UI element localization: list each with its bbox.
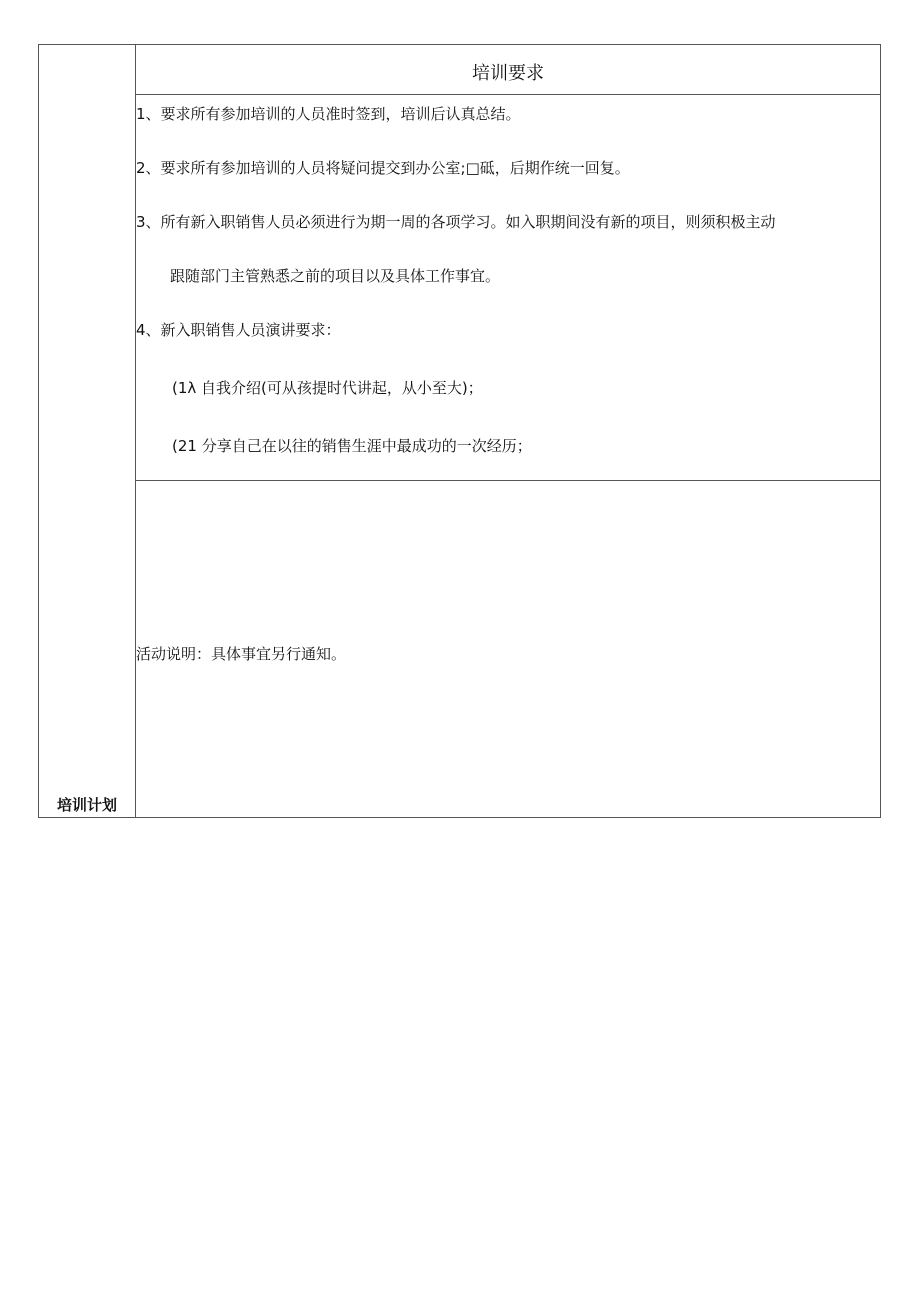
requirement-item-3: 3、所有新入职销售人员必须进行为期一周的各项学习。如入职期间没有新的项目，则须积极主动	[136, 213, 776, 231]
left-label-column	[39, 45, 136, 817]
activity-section	[136, 481, 880, 817]
activity-note: 活动说明：具体事宜另行通知。	[136, 645, 347, 663]
training-plan-table	[38, 44, 881, 818]
requirement-subitem-2: (21 分享自己在以往的销售生涯中最成功的一次经历；	[172, 437, 532, 455]
training-plan-label: 培训计划	[56, 796, 117, 814]
requirement-item-3-continued: 跟随部门主管熟悉之前的项目以及具体工作事宜。	[170, 267, 501, 285]
content-column	[136, 45, 880, 817]
requirement-subitem-1: (1λ 自我介绍(可从孩提时代讲起，从小至大)；	[172, 379, 483, 397]
requirement-item-4: 4、新入职销售人员演讲要求：	[136, 321, 341, 339]
requirements-section	[136, 95, 880, 481]
requirement-item-1: 1、要求所有参加培训的人员准时签到，培训后认真总结。	[136, 105, 521, 123]
requirement-item-2: 2、要求所有参加培训的人员将疑问提交到办公室;□砥，后期作统一回复。	[136, 159, 630, 177]
section-header: 培训要求	[136, 45, 880, 95]
